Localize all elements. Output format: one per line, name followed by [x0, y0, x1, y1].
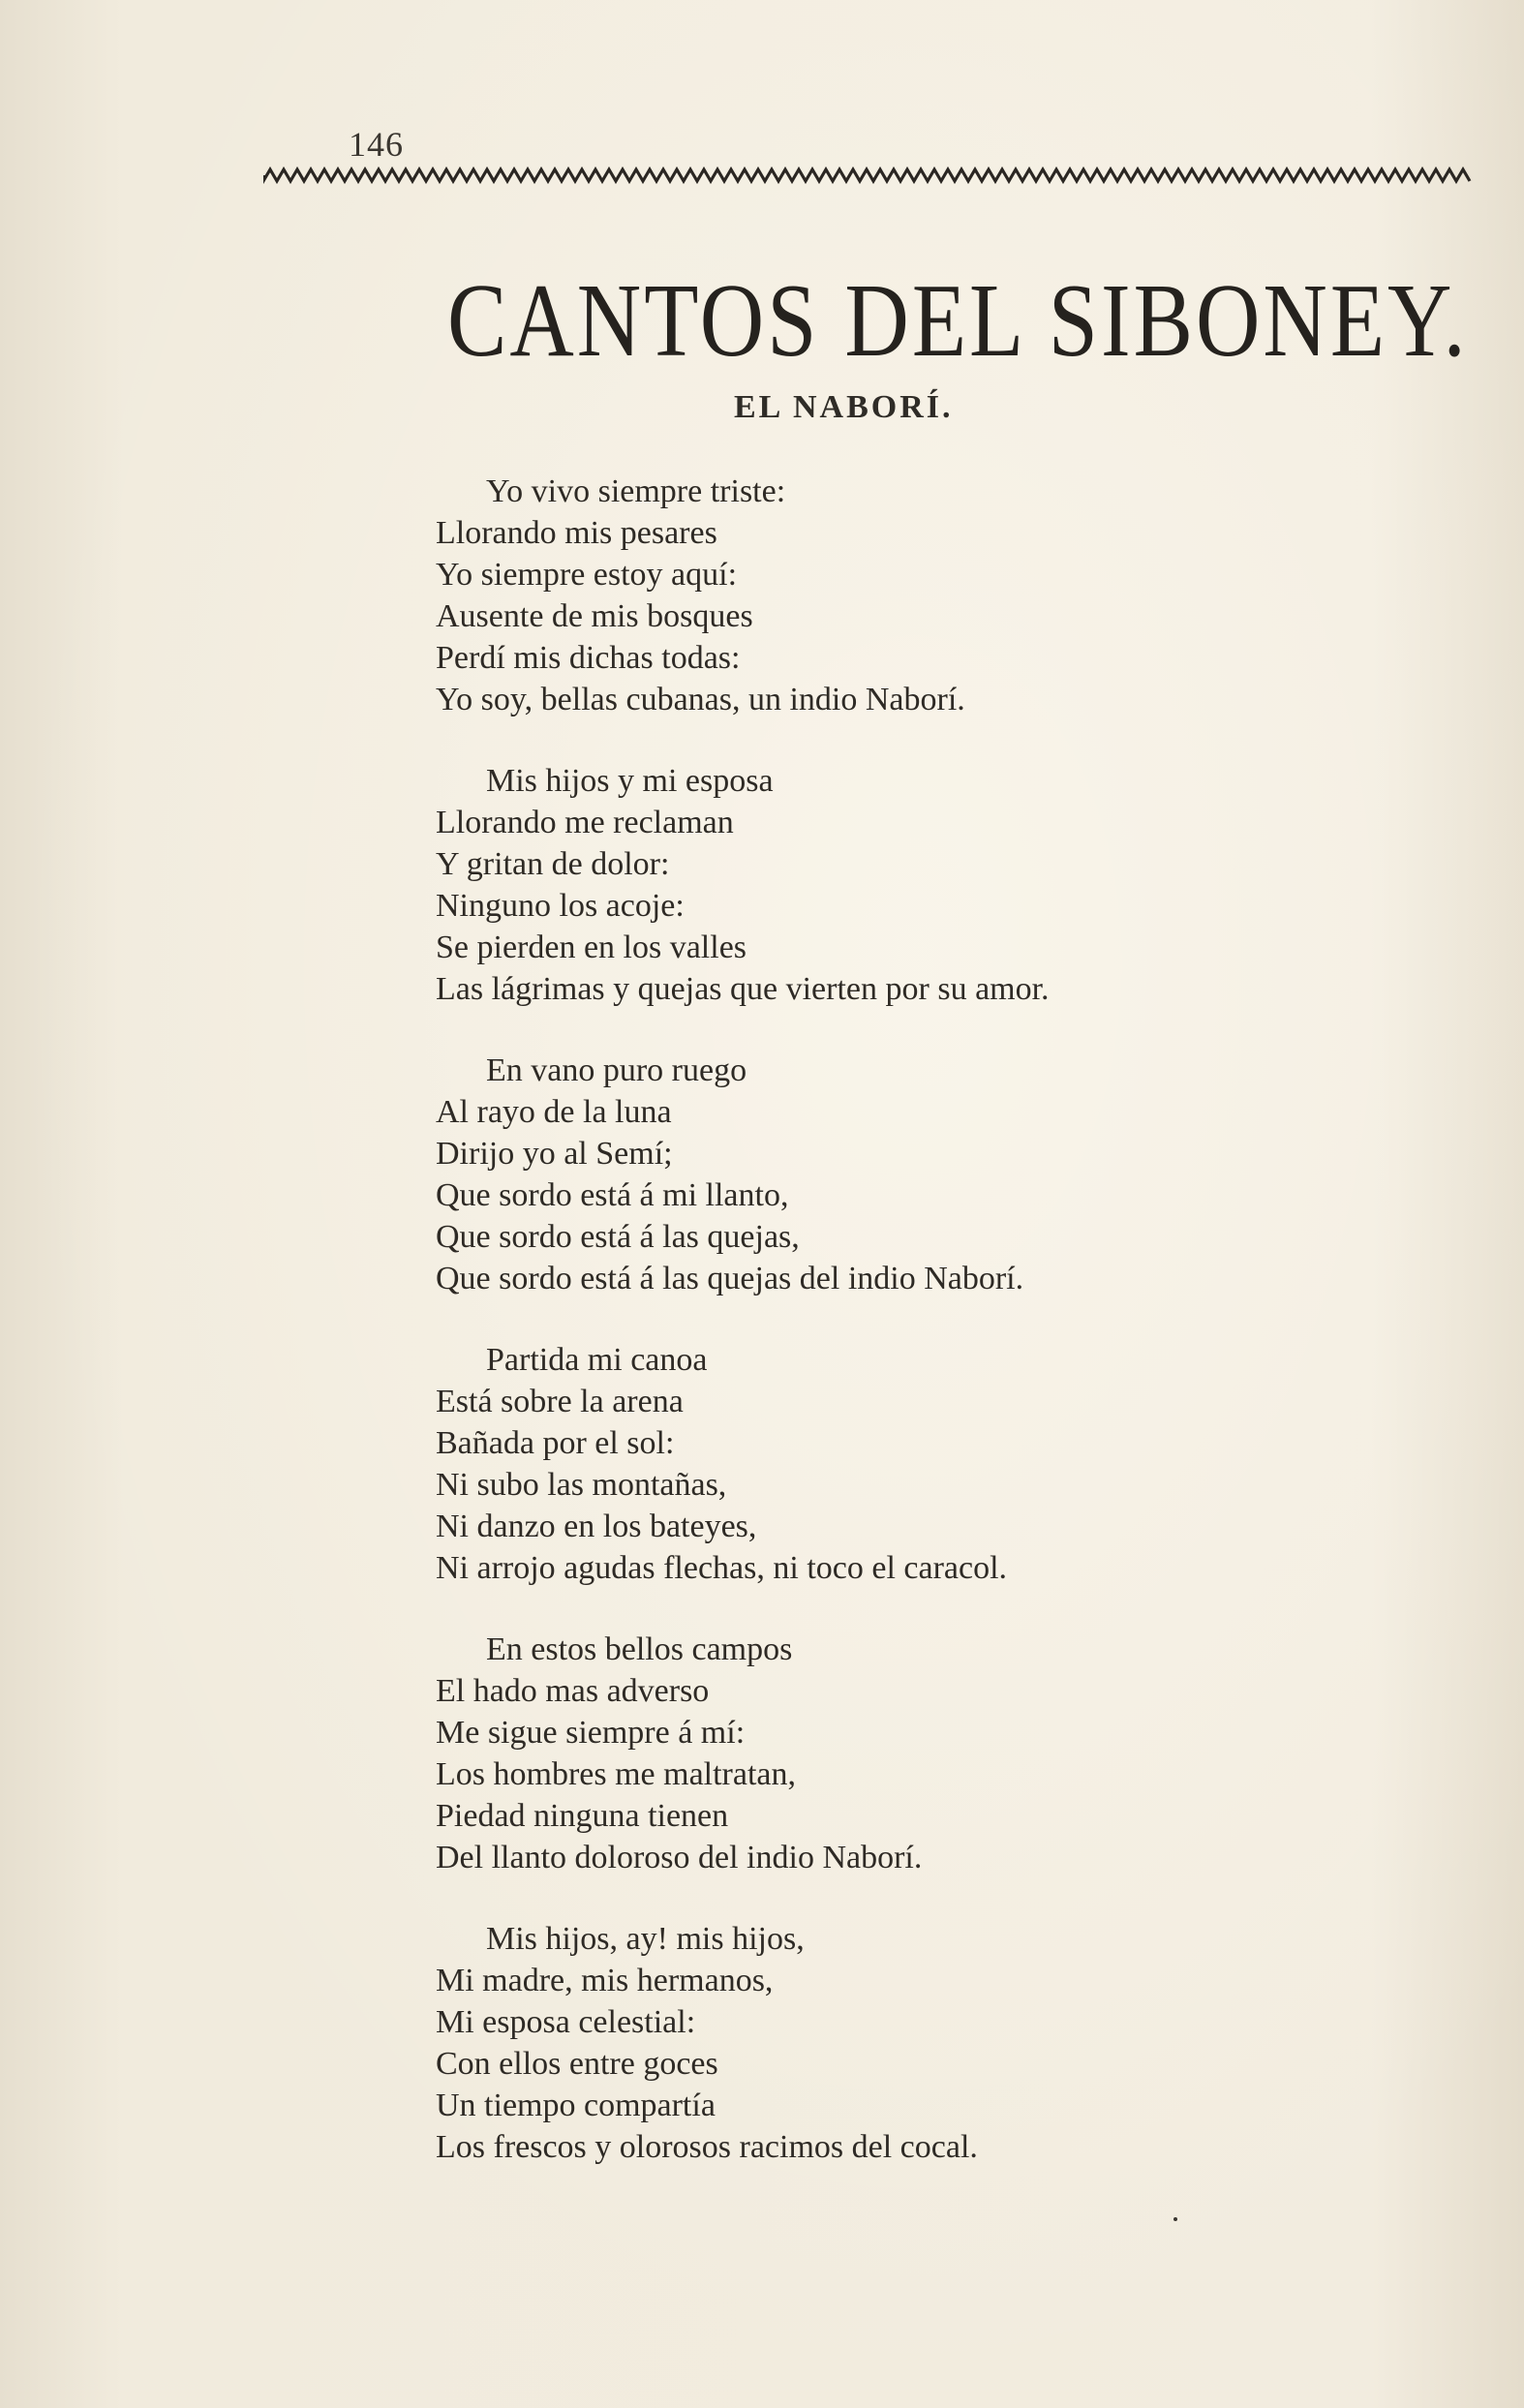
poem-line: Me sigue siempre á mí:: [436, 1715, 746, 1751]
poem-line: Yo soy, bellas cubanas, un indio Naborí.: [436, 682, 965, 717]
poem-line: Ni arrojo agudas flechas, ni toco el caracol.: [436, 1550, 1008, 1586]
page-number: 146: [349, 125, 404, 164]
poem-line: Mi esposa celestial:: [436, 2004, 696, 2040]
page-title: CANTOS DEL SIBONEY.: [447, 261, 1469, 379]
poem-line: Al rayo de la luna: [436, 1094, 672, 1130]
decorative-wavy-rule: [263, 163, 1476, 188]
poem-line: Del llanto doloroso del indio Naborí.: [436, 1840, 923, 1875]
poem-line: En estos bellos campos: [486, 1631, 793, 1667]
stanza-1: [436, 471, 1404, 720]
poem-line: El hado mas adverso: [436, 1673, 710, 1709]
poem-line: Que sordo está á las quejas,: [436, 1219, 800, 1255]
poem-line: Con ellos entre goces: [436, 2046, 718, 2082]
stanza-2: [436, 760, 1404, 1010]
poem-line: Yo siempre estoy aquí:: [436, 557, 738, 593]
poem-line: Mis hijos, ay! mis hijos,: [486, 1921, 805, 1957]
poem-line: Yo vivo siempre triste:: [486, 473, 786, 509]
poem-line: Perdí mis dichas todas:: [436, 640, 741, 676]
poem-line: Y gritan de dolor:: [436, 846, 670, 882]
poem-line: En vano puro ruego: [486, 1052, 747, 1088]
poem-line: Mis hijos y mi esposa: [486, 763, 774, 799]
poem-line: Que sordo está á mi llanto,: [436, 1177, 789, 1213]
poem-line: Ninguno los acoje:: [436, 888, 685, 924]
stanza-6: [436, 1918, 1404, 2168]
ink-speck: [1173, 2217, 1177, 2221]
poem-line: Mi madre, mis hermanos,: [436, 1963, 774, 1998]
stanza-4: [436, 1339, 1404, 1589]
poem-line: Los hombres me maltratan,: [436, 1756, 797, 1792]
poem-line: Que sordo está á las quejas del indio Naborí.: [436, 1261, 1024, 1296]
poem-subtitle: EL NABORÍ.: [734, 389, 954, 425]
poem-line: Piedad ninguna tienen: [436, 1798, 729, 1834]
poem-line: Se pierden en los valles: [436, 930, 747, 965]
poem-line: Llorando mis pesares: [436, 515, 717, 551]
poem-line: Partida mi canoa: [486, 1342, 708, 1378]
poem-line: Dirijo yo al Semí;: [436, 1136, 673, 1172]
poem-line: Bañada por el sol:: [436, 1425, 675, 1461]
poem-line: Ausente de mis bosques: [436, 598, 753, 634]
poem-body: [436, 471, 1404, 2208]
stanza-3: [436, 1050, 1404, 1299]
poem-line: Ni subo las montañas,: [436, 1467, 727, 1503]
poem-line: Llorando me reclaman: [436, 805, 734, 840]
poem-line: Está sobre la arena: [436, 1384, 684, 1419]
stanza-5: [436, 1629, 1404, 1878]
poem-line: Un tiempo compartía: [436, 2088, 716, 2123]
poem-line: Las lágrimas y quejas que vierten por su amor.: [436, 971, 1050, 1007]
poem-line: Ni danzo en los bateyes,: [436, 1509, 757, 1544]
poem-line: Los frescos y olorosos racimos del cocal.: [436, 2129, 978, 2165]
